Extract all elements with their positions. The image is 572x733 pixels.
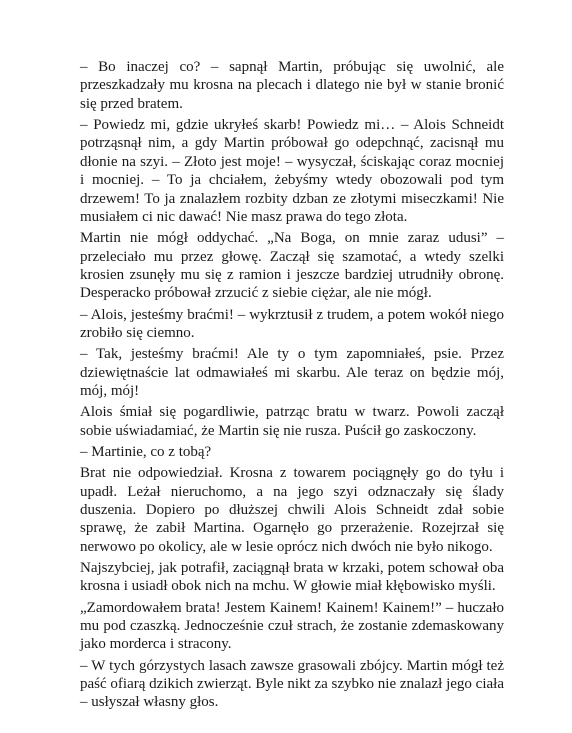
paragraph: Martin nie mógł oddychać. „Na Boga, on mnie zaraz udusi” – przeleciało mu przez głowę. Zaczął się szamotać, a wtedy szelki krosien zsunęły mu się z ramion i jeszcze bardziej utrudniły obronę. Desperacko próbował zrzucić z siebie ciężar, ale nie mógł. — [80, 230, 504, 302]
paragraph: Alois śmiał się pogardliwie, patrząc bratu w twarz. Powoli zaczął sobie uświadamiać, że Martin się nie rusza. Puścił go zaskoczony. — [80, 404, 504, 439]
paragraph: – W tych górzystych lasach zawsze grasowali zbójcy. Martin mógł też paść ofiarą dzikich zwierząt. Byle nikt za szybko nie znalazł jego ciała – usłyszał własny głos. — [80, 657, 504, 711]
paragraph: Najszybciej, jak potrafił, zaciągnął brata w krzaki, potem schował oba krosna i usiadł obok nich na mchu. W głowie miał kłębowisko myśli. — [80, 559, 504, 595]
paragraph: „Zamordowałem brata! Jestem Kainem! Kainem! Kainem!” – huczało mu pod czaszką. Jednocześnie czuł strach, że zostanie zdemaskowany jako morderca i stracony. — [80, 599, 504, 653]
paragraph: – Martinie, co z tobą? — [80, 443, 212, 460]
paragraph: – Tak, jesteśmy braćmi! Ale ty o tym zapomniałeś, psie. Przez dziewiętnaście lat odmawiałeś mi skarbu. Ale teraz on będzie mój, mój, mój! — [80, 346, 504, 400]
book-page-text — [80, 58, 504, 715]
paragraph: Brat nie odpowiedział. Krosna z towarem pociągnęły go do tyłu i upadł. Leżał nieruchomo, a na jego szyi odznaczały się ślady duszenia. Dopiero po dłuższej chwili Alois Schneidt zdał sobie sprawę, że zabił Martina. Ogarnęło go przerażenie. Rozejrzał się nerwowo po okolicy, ale w lesie oprócz nich dwóch nie było nikogo. — [80, 465, 504, 555]
paragraph: – Powiedz mi, gdzie ukryłeś skarb! Powiedz mi… – Alois Schneidt potrząsnął nim, a gdy Martin próbował go odepchnąć, zacisnął mu dłonie na szyi. – Złoto jest moje! – wysyczał, ściskając coraz mocniej i mocniej. – To ja chciałem, żebyśmy wtedy obozowali pod tym drzewem! To ja znalazłem rozbity dzban ze złotymi miseczkami! Nie musiałem ci nic dawać! Nie masz prawa do tego złota. — [80, 117, 504, 226]
paragraph: – Bo inaczej co? – sapnął Martin, próbując się uwolnić, ale przeszkadzały mu krosna na plecach i dlatego nie był w stanie bronić się przed bratem. — [80, 59, 504, 112]
paragraph: – Alois, jesteśmy braćmi! – wykrztusił z trudem, a potem wokół niego zrobiło się ciemno. — [80, 306, 504, 342]
